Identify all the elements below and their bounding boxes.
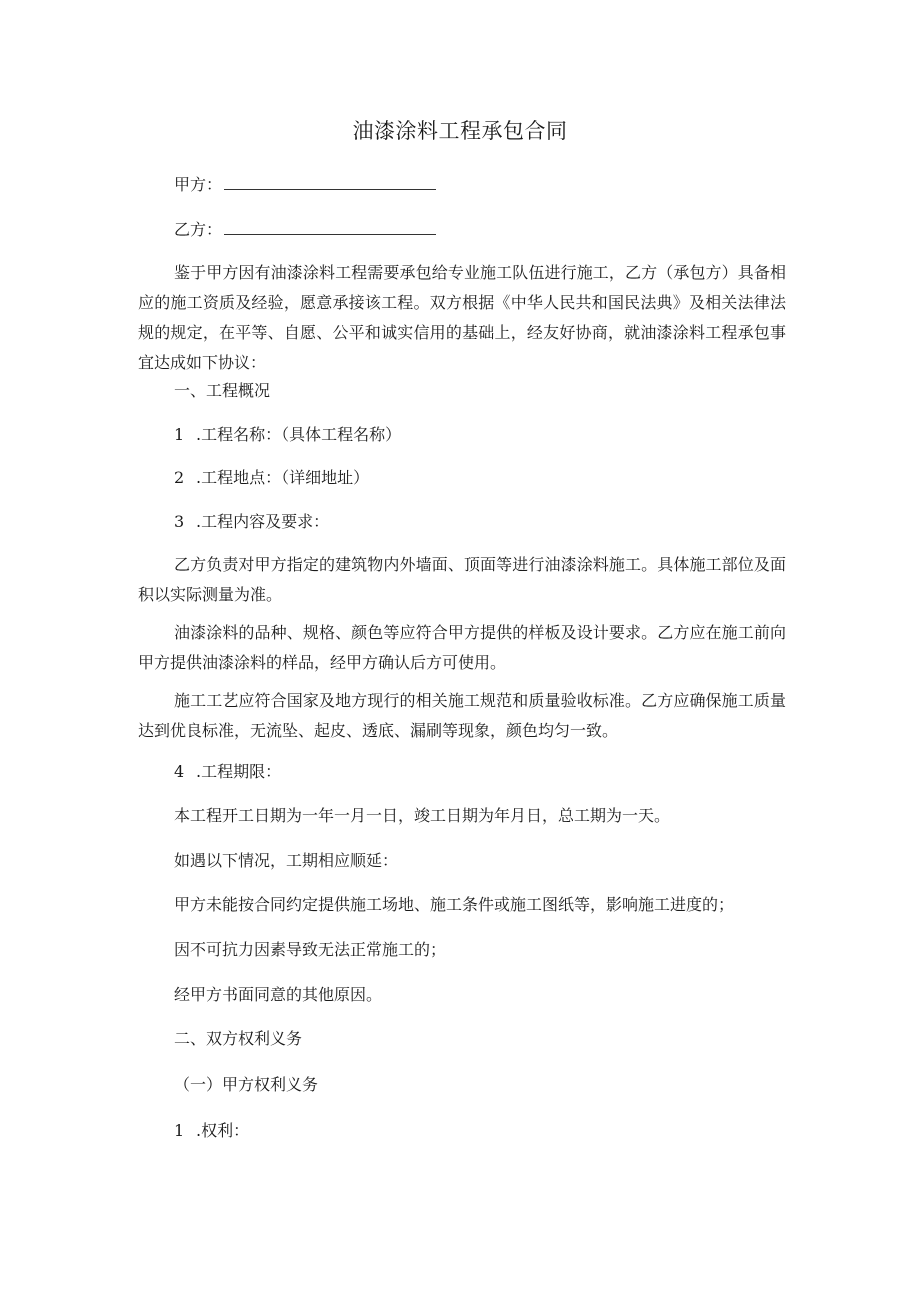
quality-paragraph: 施工工艺应符合国家及地方现行的相关施工规范和质量验收标准。乙方应确保施工质量达到优良标准，无流坠、起皮、透底、漏刷等现象，颜色均匀一致。 <box>138 691 786 740</box>
section-1-heading: 一、工程概况 <box>174 381 271 400</box>
item-3-number: 3 <box>174 512 185 531</box>
party-a-line <box>174 174 436 196</box>
party-b-label: 乙方： <box>174 220 223 239</box>
party-b-blank <box>224 220 436 235</box>
item-1-text: .工程名称：（具体工程名称） <box>196 425 402 444</box>
item-rights <box>174 1120 249 1142</box>
item-3-text: .工程内容及要求： <box>196 512 330 531</box>
item-3 <box>174 511 329 533</box>
party-a-label: 甲方： <box>174 175 223 194</box>
item-rights-number: 1 <box>174 1121 185 1140</box>
item-1 <box>174 424 401 446</box>
item-2-number: 2 <box>174 468 185 487</box>
item-rights-text: .权利： <box>196 1121 250 1140</box>
item-2 <box>174 467 369 489</box>
party-b-line <box>174 219 436 241</box>
extension-case-3: 经甲方书面同意的其他原因。 <box>174 985 383 1004</box>
section-2-heading: 二、双方权利义务 <box>174 1029 303 1048</box>
item-4 <box>174 761 281 783</box>
subsection-1-heading: （一）甲方权利义务 <box>174 1075 319 1094</box>
item-4-text: .工程期限： <box>196 762 282 781</box>
document-title: 油漆涂料工程承包合同 <box>352 119 568 143</box>
material-paragraph: 油漆涂料的品种、规格、颜色等应符合甲方提供的样板及设计要求。乙方应在施工前向甲方提供油漆涂料的样品，经甲方确认后方可使用。 <box>138 623 786 672</box>
extension-case-2: 因不可抗力因素导致无法正常施工的； <box>174 940 447 959</box>
dates-paragraph: 本工程开工日期为一年一月一日，竣工日期为年月日，总工期为一天。 <box>174 806 671 825</box>
scope-paragraph: 乙方负责对甲方指定的建筑物内外墙面、顶面等进行油漆涂料施工。具体施工部位及面积以实际测量为准。 <box>138 555 786 604</box>
intro-paragraph: 鉴于甲方因有油漆涂料工程需要承包给专业施工队伍进行施工，乙方（承包方）具备相应的施工资质及经验，愿意承接该工程。双方根据《中华人民共和国民法典》及相关法律法规的规定，在平等、自愿、公平和诚实信用的基础上，经友好协商，就油漆涂料工程承包事宜达成如下协议： <box>138 263 786 372</box>
item-4-number: 4 <box>174 762 185 781</box>
item-2-text: .工程地点：（详细地址） <box>196 468 370 487</box>
party-a-blank <box>224 175 436 190</box>
item-1-number: 1 <box>174 425 185 444</box>
extension-paragraph: 如遇以下情况，工期相应顺延： <box>174 851 399 870</box>
extension-case-1: 甲方未能按合同约定提供施工场地、施工条件或施工图纸等，影响施工进度的； <box>174 895 735 914</box>
